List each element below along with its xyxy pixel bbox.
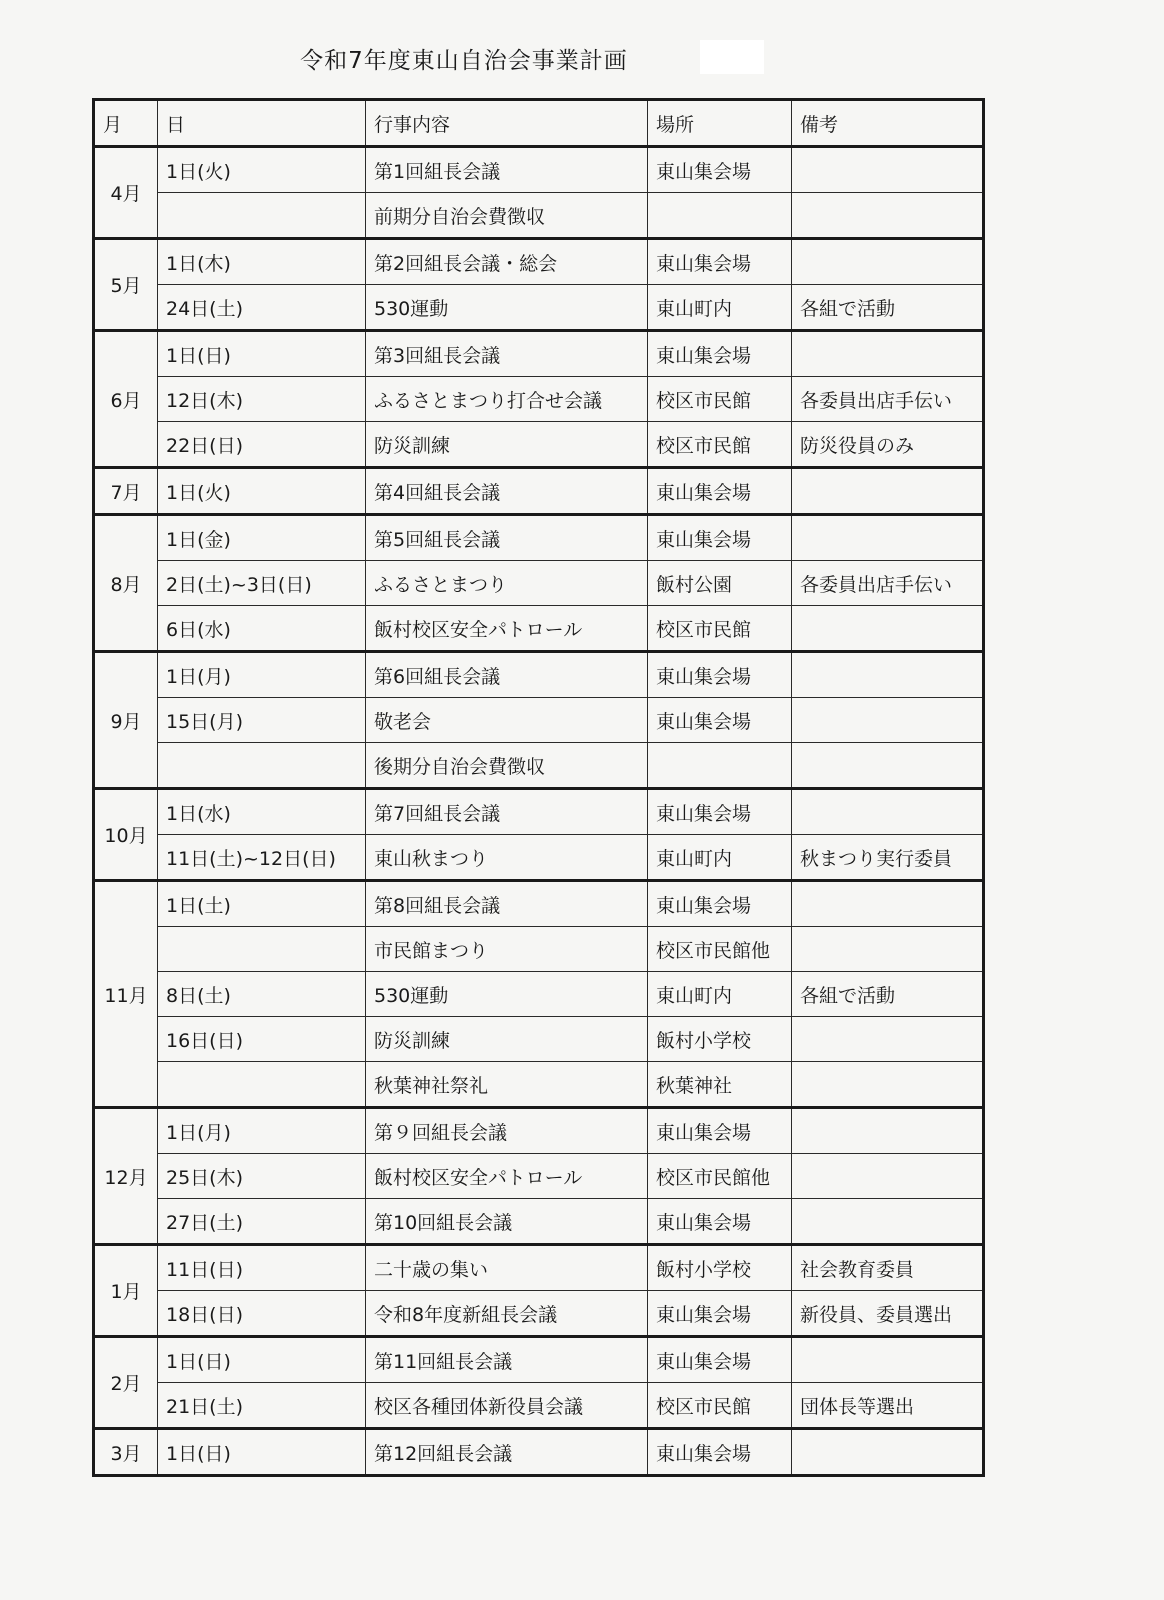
note-cell: 社会教育委員 [792,1245,984,1291]
note-cell [792,468,984,515]
day-cell: 1日(日) [158,331,366,377]
header-day: 日 [158,100,366,147]
note-cell: 各組で活動 [792,285,984,331]
place-cell: 飯村小学校 [648,1245,792,1291]
day-cell: 1日(日) [158,1429,366,1476]
month-cell: 10月 [94,789,158,881]
place-cell: 東山集会場 [648,881,792,927]
event-cell: 飯村校区安全パトロール [366,606,648,652]
day-cell: 1日(木) [158,239,366,285]
day-cell: 11日(土)~12日(日) [158,835,366,881]
event-cell: 第1回組長会議 [366,147,648,193]
day-cell: 1日(土) [158,881,366,927]
day-cell: 16日(日) [158,1017,366,1062]
month-cell: 5月 [94,239,158,331]
note-cell [792,881,984,927]
table-row [94,606,984,652]
place-cell: 東山集会場 [648,515,792,561]
note-cell: 団体長等選出 [792,1383,984,1429]
event-cell: 第8回組長会議 [366,881,648,927]
place-cell: 飯村小学校 [648,1017,792,1062]
event-cell: 第11回組長会議 [366,1337,648,1383]
header-place: 場所 [648,100,792,147]
month-cell: 1月 [94,1245,158,1337]
day-cell: 21日(土) [158,1383,366,1429]
event-cell: 敬老会 [366,698,648,743]
month-cell: 4月 [94,147,158,239]
table-row [94,147,984,193]
table-row [94,1062,984,1108]
header-note: 備考 [792,100,984,147]
place-cell: 東山集会場 [648,1337,792,1383]
table-row [94,193,984,239]
table-row [94,422,984,468]
day-cell: 12日(木) [158,377,366,422]
place-cell: 東山集会場 [648,331,792,377]
note-cell [792,1199,984,1245]
day-cell [158,1062,366,1108]
place-cell: 東山集会場 [648,698,792,743]
table-row [94,377,984,422]
event-cell: 第6回組長会議 [366,652,648,698]
note-cell [792,1017,984,1062]
place-cell: 校区市民館他 [648,1154,792,1199]
day-cell: 1日(金) [158,515,366,561]
place-cell: 東山町内 [648,285,792,331]
day-cell: 18日(日) [158,1291,366,1337]
place-cell: 校区市民館他 [648,927,792,972]
header-event: 行事内容 [366,100,648,147]
note-cell [792,1337,984,1383]
place-cell: 東山町内 [648,972,792,1017]
event-cell: 校区各種団体新役員会議 [366,1383,648,1429]
table-row [94,881,984,927]
day-cell: 6日(水) [158,606,366,652]
place-cell: 校区市民館 [648,377,792,422]
note-cell [792,927,984,972]
event-cell: 防災訓練 [366,422,648,468]
table-row [94,561,984,606]
note-cell [792,652,984,698]
day-cell: 1日(日) [158,1337,366,1383]
table-body [94,147,984,1476]
month-cell: 2月 [94,1337,158,1429]
day-cell: 1日(月) [158,1108,366,1154]
note-cell: 秋まつり実行委員 [792,835,984,881]
day-cell: 15日(月) [158,698,366,743]
event-cell: 第12回組長会議 [366,1429,648,1476]
place-cell: 秋葉神社 [648,1062,792,1108]
event-cell: 第2回組長会議・総会 [366,239,648,285]
event-cell: 秋葉神社祭礼 [366,1062,648,1108]
day-cell: 22日(日) [158,422,366,468]
table-row [94,835,984,881]
event-cell: 第９回組長会議 [366,1108,648,1154]
note-cell: 新役員、委員選出 [792,1291,984,1337]
day-cell: 1日(水) [158,789,366,835]
place-cell: 東山集会場 [648,1199,792,1245]
note-cell [792,1429,984,1476]
month-cell: 3月 [94,1429,158,1476]
place-cell: 東山集会場 [648,468,792,515]
place-cell: 東山町内 [648,835,792,881]
event-cell: 第4回組長会議 [366,468,648,515]
event-cell: 前期分自治会費徴収 [366,193,648,239]
month-cell: 7月 [94,468,158,515]
note-cell: 各委員出店手伝い [792,377,984,422]
note-cell [792,147,984,193]
place-cell: 校区市民館 [648,606,792,652]
day-cell [158,743,366,789]
table-row [94,1108,984,1154]
day-cell: 2日(土)~3日(日) [158,561,366,606]
table-row [94,285,984,331]
table-row [94,1291,984,1337]
table-row [94,1199,984,1245]
place-cell: 東山集会場 [648,239,792,285]
place-cell [648,743,792,789]
event-cell: 防災訓練 [366,1017,648,1062]
place-cell: 東山集会場 [648,1108,792,1154]
note-cell [792,1108,984,1154]
note-cell [792,789,984,835]
table-row [94,1245,984,1291]
table-row [94,1154,984,1199]
place-cell: 東山集会場 [648,147,792,193]
note-cell [792,331,984,377]
place-cell: 校区市民館 [648,422,792,468]
event-cell: 二十歳の集い [366,1245,648,1291]
note-cell [792,193,984,239]
event-cell: 第10回組長会議 [366,1199,648,1245]
note-cell [792,239,984,285]
table-row [94,789,984,835]
month-cell: 9月 [94,652,158,789]
note-cell: 防災役員のみ [792,422,984,468]
month-cell: 11月 [94,881,158,1108]
day-cell: 11日(日) [158,1245,366,1291]
table-row [94,1337,984,1383]
table-row [94,468,984,515]
event-cell: ふるさとまつり打合せ会議 [366,377,648,422]
place-cell: 東山集会場 [648,1429,792,1476]
note-cell [792,606,984,652]
day-cell: 1日(月) [158,652,366,698]
event-cell: 飯村校区安全パトロール [366,1154,648,1199]
table-row [94,515,984,561]
note-cell: 各委員出店手伝い [792,561,984,606]
note-cell [792,1154,984,1199]
day-cell: 27日(土) [158,1199,366,1245]
place-cell: 東山集会場 [648,789,792,835]
table-row [94,1429,984,1476]
day-cell: 24日(土) [158,285,366,331]
day-cell: 25日(木) [158,1154,366,1199]
table-header-row [94,100,984,147]
table-row [94,927,984,972]
event-cell: 市民館まつり [366,927,648,972]
page-title: 令和7年度東山自治会事業計画 [300,48,628,74]
table-row [94,239,984,285]
place-cell: 東山集会場 [648,1291,792,1337]
table-row [94,698,984,743]
note-cell [792,743,984,789]
event-cell: 後期分自治会費徴収 [366,743,648,789]
event-cell: 530運動 [366,972,648,1017]
note-cell [792,1062,984,1108]
note-cell: 各組で活動 [792,972,984,1017]
day-cell: 8日(土) [158,972,366,1017]
event-cell: 令和8年度新組長会議 [366,1291,648,1337]
place-cell: 東山集会場 [648,652,792,698]
table-row [94,1383,984,1429]
event-cell: 東山秋まつり [366,835,648,881]
note-cell [792,698,984,743]
header-month: 月 [94,100,158,147]
event-cell: 第7回組長会議 [366,789,648,835]
table-row [94,652,984,698]
place-cell: 校区市民館 [648,1383,792,1429]
place-cell [648,193,792,239]
table-row [94,972,984,1017]
event-cell: 530運動 [366,285,648,331]
day-cell [158,193,366,239]
note-cell [792,515,984,561]
table-row [94,1017,984,1062]
event-cell: 第5回組長会議 [366,515,648,561]
event-cell: ふるさとまつり [366,561,648,606]
day-cell: 1日(火) [158,468,366,515]
event-cell: 第3回組長会議 [366,331,648,377]
month-cell: 12月 [94,1108,158,1245]
day-cell [158,927,366,972]
place-cell: 飯村公園 [648,561,792,606]
day-cell: 1日(火) [158,147,366,193]
table-row [94,743,984,789]
event-plan-table [92,98,985,1477]
month-cell: 6月 [94,331,158,468]
month-cell: 8月 [94,515,158,652]
table-row [94,331,984,377]
